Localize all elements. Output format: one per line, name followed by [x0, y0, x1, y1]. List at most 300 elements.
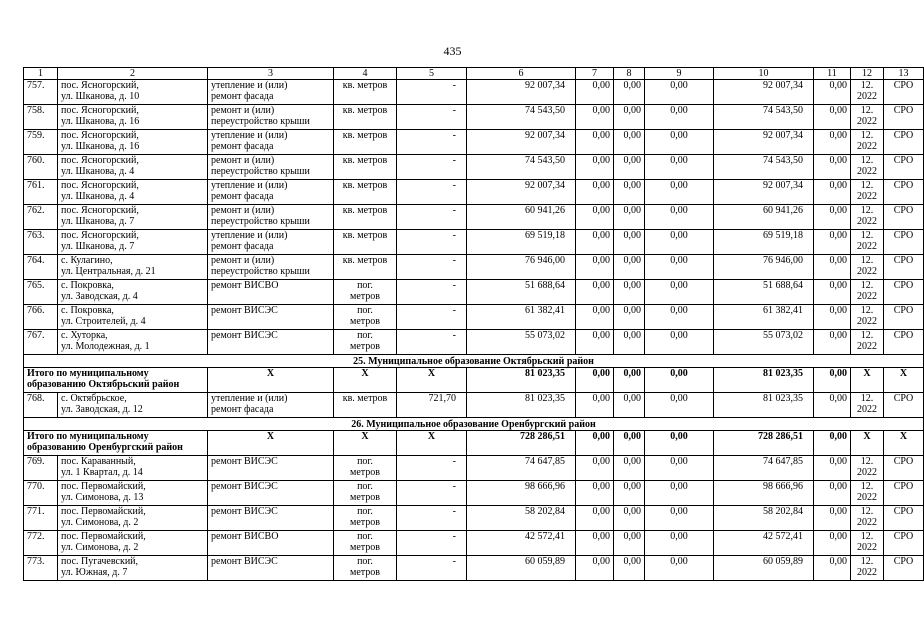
- row-number-text: 760.: [27, 155, 45, 166]
- value-cell-9: [645, 305, 714, 330]
- value-cell-10: [714, 130, 814, 155]
- total-cost-cell-text: 92 007,34: [525, 80, 565, 91]
- address-cell-text: пос. Караванный,: [61, 456, 136, 467]
- deadline-cell: [851, 481, 884, 506]
- value-cell-11: [814, 531, 851, 556]
- total-x5: [397, 431, 467, 456]
- funding-source-cell: [884, 305, 924, 330]
- total-cost-cell: [467, 230, 576, 255]
- total-c11-text: 0,00: [829, 368, 847, 379]
- work-type-cell: [208, 80, 334, 105]
- deadline-cell-text: 2022: [857, 567, 877, 578]
- total-cost-cell-text: 60 059,89: [525, 556, 565, 567]
- quantity-cell-text: -: [452, 481, 456, 492]
- value-cell-8-text: 0,00: [623, 180, 641, 191]
- value-cell-11-text: 0,00: [829, 155, 847, 166]
- work-type-cell: [208, 305, 334, 330]
- value-cell-10-text: 60 059,89: [763, 556, 803, 567]
- value-cell-8-text: 0,00: [623, 556, 641, 567]
- row-number: [24, 205, 58, 230]
- value-cell-7-text: 0,00: [592, 230, 610, 241]
- total-c7-text: 0,00: [592, 368, 610, 379]
- value-cell-9-text: 0,00: [670, 506, 688, 517]
- unit-cell-text: метров: [350, 341, 380, 352]
- table-row: [24, 330, 924, 355]
- deadline-cell: [851, 330, 884, 355]
- unit-cell-text: кв. метров: [342, 255, 388, 266]
- work-type-cell-text: переустройство крыши: [211, 216, 310, 227]
- total-label: [24, 431, 208, 456]
- funding-source-cell: [884, 531, 924, 556]
- deadline-cell-text: 12.: [860, 556, 874, 567]
- work-type-cell: [208, 330, 334, 355]
- address-cell-text: с. Покровка,: [61, 305, 114, 316]
- total-x5-text: X: [427, 368, 436, 379]
- value-cell-9-text: 0,00: [670, 481, 688, 492]
- deadline-cell-text: 12.: [860, 456, 874, 467]
- address-cell-text: пос. Ясногорский,: [61, 230, 139, 241]
- value-cell-10: [714, 155, 814, 180]
- total-cost-cell: [467, 481, 576, 506]
- column-header-label: 11: [827, 68, 837, 79]
- deadline-cell-text: 2022: [857, 542, 877, 553]
- table-row: [24, 305, 924, 330]
- value-cell-11: [814, 393, 851, 418]
- value-cell-9-text: 0,00: [670, 205, 688, 216]
- value-cell-11-text: 0,00: [829, 180, 847, 191]
- quantity-cell-text: 721,70: [428, 393, 456, 404]
- deadline-cell-text: 2022: [857, 216, 877, 227]
- value-cell-10-text: 60 941,26: [763, 205, 803, 216]
- value-cell-8: [614, 280, 645, 305]
- funding-source-cell: [884, 280, 924, 305]
- total-x3-text: X: [266, 431, 275, 442]
- value-cell-11-text: 0,00: [829, 506, 847, 517]
- column-header-label: 12: [862, 68, 872, 79]
- column-header-7: [576, 68, 614, 80]
- deadline-cell-text: 12.: [860, 531, 874, 542]
- unit-cell: [334, 531, 397, 556]
- value-cell-11-text: 0,00: [829, 230, 847, 241]
- total-cost-cell-text: 74 543,50: [525, 155, 565, 166]
- total-cost-cell: [467, 456, 576, 481]
- total-label-text: Итого по муниципальному образованию Октябрьский район: [27, 368, 180, 390]
- funding-source-cell: [884, 230, 924, 255]
- value-cell-11-text: 0,00: [829, 280, 847, 291]
- total-cost-cell-text: 74 647,85: [525, 456, 565, 467]
- address-cell: [58, 255, 208, 280]
- value-cell-8-text: 0,00: [623, 105, 641, 116]
- value-cell-9: [645, 506, 714, 531]
- value-cell-11: [814, 155, 851, 180]
- row-number: [24, 280, 58, 305]
- work-type-cell-text: ремонт ВИСЭС: [211, 556, 278, 567]
- funding-source-cell-text: СРО: [893, 205, 914, 216]
- value-cell-11: [814, 330, 851, 355]
- total-c10-text: 81 023,35: [763, 368, 803, 379]
- work-type-cell-text: ремонт фасада: [211, 404, 274, 415]
- address-cell-text: ул. Шканова, д. 4: [61, 191, 135, 202]
- value-cell-10-text: 55 073,02: [763, 330, 803, 341]
- deadline-cell: [851, 393, 884, 418]
- funding-source-cell-text: СРО: [893, 80, 914, 91]
- work-type-cell-text: утепление и (или): [211, 130, 288, 141]
- address-cell-text: ул. Заводская, д. 12: [61, 404, 143, 415]
- value-cell-11: [814, 456, 851, 481]
- total-total-text: 81 023,35: [525, 368, 565, 379]
- value-cell-8: [614, 230, 645, 255]
- row-number: [24, 330, 58, 355]
- value-cell-8: [614, 330, 645, 355]
- value-cell-11-text: 0,00: [829, 556, 847, 567]
- column-header-10: [714, 68, 814, 80]
- unit-cell: [334, 255, 397, 280]
- value-cell-9: [645, 280, 714, 305]
- value-cell-7: [576, 155, 614, 180]
- row-number: [24, 456, 58, 481]
- column-header-3: [208, 68, 334, 80]
- value-cell-7-text: 0,00: [592, 130, 610, 141]
- total-c8-text: 0,00: [623, 431, 641, 442]
- value-cell-7: [576, 531, 614, 556]
- unit-cell: [334, 80, 397, 105]
- row-number-text: 757.: [27, 80, 45, 91]
- deadline-cell-text: 2022: [857, 91, 877, 102]
- total-total-text: 728 286,51: [520, 431, 565, 442]
- value-cell-7-text: 0,00: [592, 155, 610, 166]
- deadline-cell-text: 12.: [860, 180, 874, 191]
- funding-source-cell: [884, 456, 924, 481]
- total-c9-text: 0,00: [670, 431, 688, 442]
- address-cell-text: с. Октябрьское,: [61, 393, 127, 404]
- funding-source-cell-text: СРО: [893, 230, 914, 241]
- work-type-cell-text: ремонт фасада: [211, 91, 274, 102]
- deadline-cell: [851, 205, 884, 230]
- value-cell-7: [576, 481, 614, 506]
- total-c9: [645, 368, 714, 393]
- value-cell-8-text: 0,00: [623, 330, 641, 341]
- value-cell-7: [576, 230, 614, 255]
- row-number: [24, 130, 58, 155]
- deadline-cell: [851, 506, 884, 531]
- value-cell-8: [614, 155, 645, 180]
- address-cell: [58, 205, 208, 230]
- section-header-row: [24, 355, 924, 368]
- page-number: 435: [443, 44, 462, 58]
- funding-source-cell-text: СРО: [893, 180, 914, 191]
- address-cell-text: пос. Пугачевский,: [61, 556, 139, 567]
- value-cell-11-text: 0,00: [829, 456, 847, 467]
- column-header-1: [24, 68, 58, 80]
- unit-cell: [334, 305, 397, 330]
- total-x5: [397, 368, 467, 393]
- work-type-cell: [208, 180, 334, 205]
- quantity-cell-text: -: [452, 105, 456, 116]
- funding-source-cell: [884, 180, 924, 205]
- address-cell-text: пос. Первомайский,: [61, 531, 146, 542]
- deadline-cell: [851, 255, 884, 280]
- table-row: [24, 155, 924, 180]
- total-x13-text: X: [899, 431, 908, 442]
- quantity-cell-text: -: [452, 531, 456, 542]
- value-cell-11: [814, 80, 851, 105]
- funding-source-cell: [884, 393, 924, 418]
- quantity-cell: [397, 105, 467, 130]
- work-type-cell: [208, 506, 334, 531]
- work-type-cell-text: ремонт фасада: [211, 241, 274, 252]
- value-cell-8: [614, 205, 645, 230]
- row-number-text: 759.: [27, 130, 45, 141]
- work-type-cell: [208, 280, 334, 305]
- total-cost-cell: [467, 556, 576, 581]
- address-cell-text: с. Хуторка,: [61, 330, 108, 341]
- row-number-text: 771.: [27, 506, 45, 517]
- column-header-label: 10: [758, 68, 769, 79]
- row-number-text: 769.: [27, 456, 45, 467]
- value-cell-8-text: 0,00: [623, 155, 641, 166]
- value-cell-8: [614, 80, 645, 105]
- total-cost-cell: [467, 305, 576, 330]
- quantity-cell-text: -: [452, 255, 456, 266]
- value-cell-10: [714, 481, 814, 506]
- total-c10-text: 728 286,51: [758, 431, 803, 442]
- total-total: [467, 431, 576, 456]
- total-x13-text: X: [899, 368, 908, 379]
- total-c7: [576, 431, 614, 456]
- funding-source-cell: [884, 506, 924, 531]
- unit-cell: [334, 456, 397, 481]
- value-cell-9-text: 0,00: [670, 330, 688, 341]
- value-cell-8: [614, 130, 645, 155]
- quantity-cell: [397, 130, 467, 155]
- deadline-cell-text: 12.: [860, 305, 874, 316]
- value-cell-9-text: 0,00: [670, 155, 688, 166]
- value-cell-10-text: 98 666,96: [763, 481, 803, 492]
- funding-source-cell-text: СРО: [893, 481, 914, 492]
- work-type-cell: [208, 105, 334, 130]
- funding-source-cell: [884, 205, 924, 230]
- row-number-text: 758.: [27, 105, 45, 116]
- value-cell-8: [614, 305, 645, 330]
- work-type-cell-text: утепление и (или): [211, 80, 288, 91]
- value-cell-10-text: 42 572,41: [763, 531, 803, 542]
- table-row: [24, 531, 924, 556]
- value-cell-7: [576, 556, 614, 581]
- funding-source-cell: [884, 481, 924, 506]
- row-number: [24, 305, 58, 330]
- total-c8: [614, 368, 645, 393]
- value-cell-7: [576, 305, 614, 330]
- value-cell-7: [576, 456, 614, 481]
- unit-cell-text: метров: [350, 542, 380, 553]
- total-cost-cell: [467, 205, 576, 230]
- total-x13: [884, 431, 924, 456]
- address-cell: [58, 130, 208, 155]
- value-cell-10-text: 74 543,50: [763, 105, 803, 116]
- quantity-cell-text: -: [452, 205, 456, 216]
- value-cell-11: [814, 481, 851, 506]
- address-cell-text: с. Покровка,: [61, 280, 114, 291]
- address-cell-text: пос. Ясногорский,: [61, 80, 139, 91]
- unit-cell-text: метров: [350, 316, 380, 327]
- value-cell-8-text: 0,00: [623, 130, 641, 141]
- work-type-cell-text: ремонт ВИСВО: [211, 280, 279, 291]
- deadline-cell-text: 2022: [857, 291, 877, 302]
- address-cell-text: ул. Симонова, д. 2: [61, 542, 139, 553]
- address-cell-text: пос. Ясногорский,: [61, 180, 139, 191]
- funding-source-cell-text: СРО: [893, 130, 914, 141]
- value-cell-9-text: 0,00: [670, 556, 688, 567]
- total-c11: [814, 431, 851, 456]
- value-cell-8-text: 0,00: [623, 280, 641, 291]
- address-cell: [58, 105, 208, 130]
- deadline-cell-text: 2022: [857, 492, 877, 503]
- value-cell-7-text: 0,00: [592, 393, 610, 404]
- capital-repair-table: [23, 67, 924, 581]
- column-header-9: [645, 68, 714, 80]
- deadline-cell-text: 2022: [857, 517, 877, 528]
- value-cell-7-text: 0,00: [592, 481, 610, 492]
- value-cell-11: [814, 280, 851, 305]
- value-cell-9: [645, 80, 714, 105]
- deadline-cell: [851, 280, 884, 305]
- deadline-cell-text: 12.: [860, 393, 874, 404]
- value-cell-9-text: 0,00: [670, 280, 688, 291]
- row-number-text: 764.: [27, 255, 45, 266]
- address-cell-text: пос. Первомайский,: [61, 481, 146, 492]
- total-cost-cell: [467, 105, 576, 130]
- work-type-cell: [208, 255, 334, 280]
- funding-source-cell: [884, 155, 924, 180]
- unit-cell-text: пог.: [357, 456, 373, 467]
- total-c11: [814, 368, 851, 393]
- funding-source-cell-text: СРО: [893, 506, 914, 517]
- total-cost-cell: [467, 531, 576, 556]
- value-cell-7: [576, 80, 614, 105]
- value-cell-11-text: 0,00: [829, 330, 847, 341]
- total-c10: [714, 431, 814, 456]
- table-row: [24, 105, 924, 130]
- funding-source-cell-text: СРО: [893, 155, 914, 166]
- table-row: [24, 230, 924, 255]
- row-number: [24, 105, 58, 130]
- quantity-cell: [397, 305, 467, 330]
- value-cell-9-text: 0,00: [670, 130, 688, 141]
- total-x3: [208, 368, 334, 393]
- total-c9-text: 0,00: [670, 368, 688, 379]
- work-type-cell: [208, 556, 334, 581]
- address-cell-text: пос. Ясногорский,: [61, 130, 139, 141]
- column-header-13: [884, 68, 924, 80]
- funding-source-cell-text: СРО: [893, 393, 914, 404]
- row-number-text: 768.: [27, 393, 45, 404]
- address-cell-text: ул. Симонова, д. 13: [61, 492, 144, 503]
- value-cell-9: [645, 481, 714, 506]
- value-cell-8-text: 0,00: [623, 393, 641, 404]
- funding-source-cell-text: СРО: [893, 456, 914, 467]
- work-type-cell-text: ремонт ВИСЭС: [211, 481, 278, 492]
- value-cell-8-text: 0,00: [623, 531, 641, 542]
- value-cell-8: [614, 393, 645, 418]
- value-cell-11: [814, 506, 851, 531]
- row-number-text: 770.: [27, 481, 45, 492]
- deadline-cell-text: 2022: [857, 467, 877, 478]
- deadline-cell-text: 12.: [860, 481, 874, 492]
- unit-cell-text: кв. метров: [342, 80, 388, 91]
- value-cell-8: [614, 481, 645, 506]
- unit-cell: [334, 105, 397, 130]
- column-header-row: [24, 68, 924, 80]
- quantity-cell-text: -: [452, 130, 456, 141]
- deadline-cell-text: 12.: [860, 130, 874, 141]
- row-number-text: 767.: [27, 330, 45, 341]
- value-cell-8-text: 0,00: [623, 506, 641, 517]
- column-header-8: [614, 68, 645, 80]
- quantity-cell: [397, 180, 467, 205]
- deadline-cell: [851, 80, 884, 105]
- funding-source-cell: [884, 255, 924, 280]
- section-title-text: 25. Муниципальное образование Октябрьский район: [353, 356, 594, 367]
- value-cell-8: [614, 456, 645, 481]
- address-cell: [58, 180, 208, 205]
- total-label-text: Итого по муниципальному образованию Оренбургский район: [27, 431, 183, 453]
- quantity-cell-text: -: [452, 330, 456, 341]
- address-cell-text: ул. Шканова, д. 16: [61, 116, 140, 127]
- total-cost-cell-text: 60 941,26: [525, 205, 565, 216]
- value-cell-10-text: 61 382,41: [763, 305, 803, 316]
- column-header-label: 6: [518, 68, 524, 79]
- total-x5-text: X: [427, 431, 436, 442]
- value-cell-9: [645, 255, 714, 280]
- row-number: [24, 556, 58, 581]
- work-type-cell-text: переустройство крыши: [211, 116, 310, 127]
- address-cell-text: ул. Центральная, д. 21: [61, 266, 156, 277]
- column-header-label: 8: [626, 68, 632, 79]
- unit-cell: [334, 130, 397, 155]
- total-c7: [576, 368, 614, 393]
- quantity-cell-text: -: [452, 180, 456, 191]
- unit-cell: [334, 280, 397, 305]
- unit-cell-text: кв. метров: [342, 105, 388, 116]
- unit-cell-text: метров: [350, 567, 380, 578]
- table-row: [24, 255, 924, 280]
- value-cell-10: [714, 80, 814, 105]
- row-number: [24, 80, 58, 105]
- value-cell-8-text: 0,00: [623, 305, 641, 316]
- address-cell: [58, 456, 208, 481]
- value-cell-11: [814, 205, 851, 230]
- value-cell-10: [714, 305, 814, 330]
- work-type-cell-text: ремонт ВИСЭС: [211, 330, 278, 341]
- total-cost-cell: [467, 255, 576, 280]
- value-cell-10-text: 74 647,85: [763, 456, 803, 467]
- value-cell-11-text: 0,00: [829, 80, 847, 91]
- section-total-row: [24, 431, 924, 456]
- unit-cell: [334, 506, 397, 531]
- value-cell-10: [714, 456, 814, 481]
- funding-source-cell-text: СРО: [893, 305, 914, 316]
- quantity-cell: [397, 506, 467, 531]
- value-cell-9-text: 0,00: [670, 105, 688, 116]
- unit-cell: [334, 205, 397, 230]
- column-header-6: [467, 68, 576, 80]
- quantity-cell: [397, 456, 467, 481]
- row-number: [24, 506, 58, 531]
- address-cell-text: пос. Первомайский,: [61, 506, 146, 517]
- quantity-cell: [397, 330, 467, 355]
- address-cell: [58, 506, 208, 531]
- total-x3-text: X: [266, 368, 275, 379]
